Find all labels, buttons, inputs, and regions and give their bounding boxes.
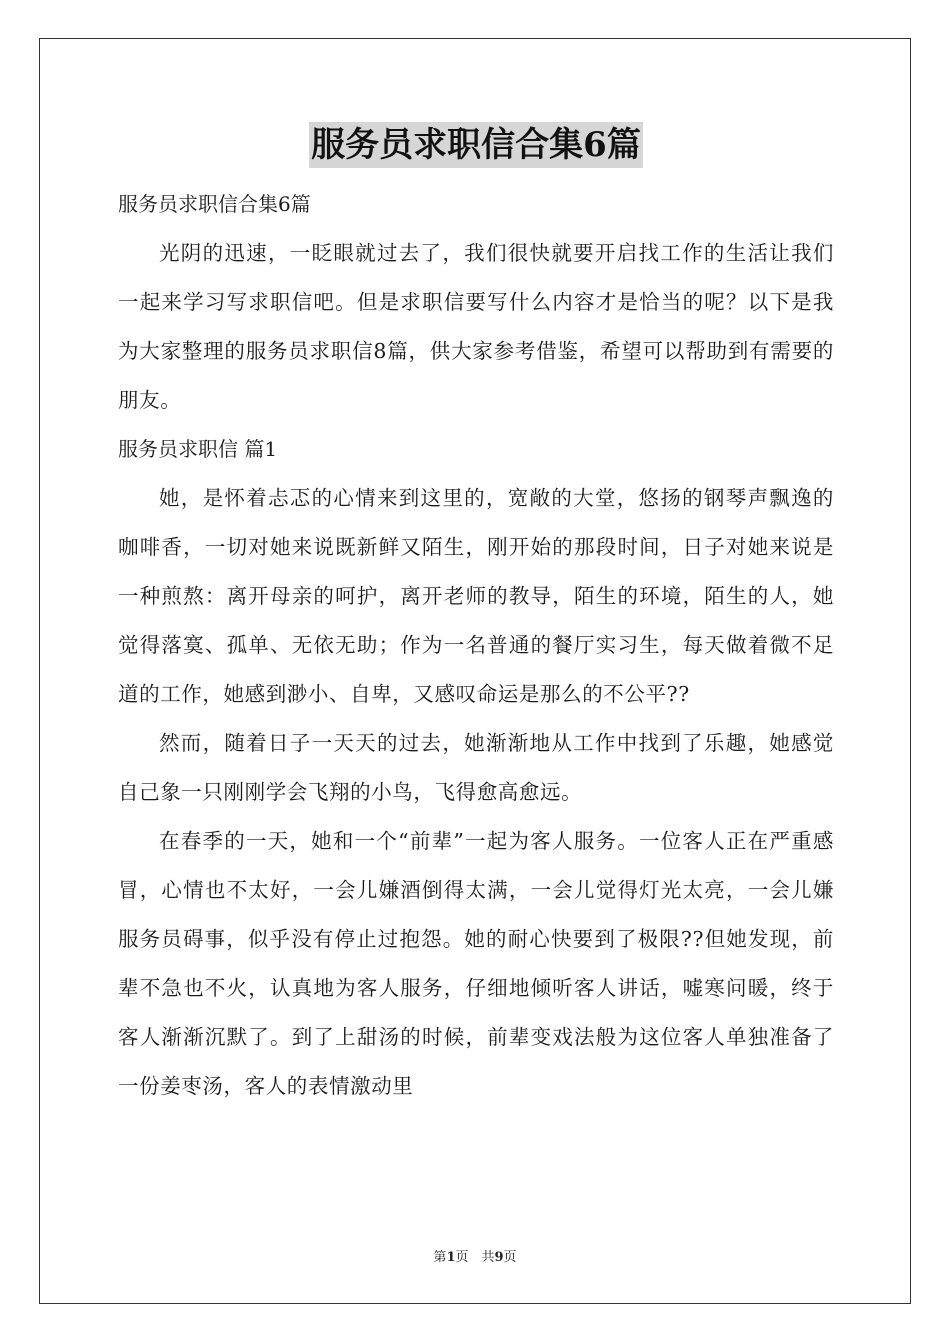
page-mid: 页 共: [455, 1250, 495, 1265]
document-subtitle: 服务员求职信合集6篇: [118, 192, 311, 216]
document-body: [118, 122, 834, 1111]
section-heading: 服务员求职信 篇1: [118, 437, 278, 461]
page-suffix: 页: [503, 1250, 517, 1265]
body-paragraph-3: 在春季的一天，她和一个“前辈”一起为客人服务。一位客人正在严重感冒，心情也不太好，一会儿嫌酒倒得太满，一会儿觉得灯光太亮，一会儿嫌服务员碍事，似乎没有停止过抱怨。她的耐心快要到了极限??但她发现，前辈不急也不火，认真地为客人服务，仔细地倾听客人讲话，嘘寒问暖，终于客人渐渐沉默了。到了上甜汤的时候，前辈变戏法般为这位客人单独准备了一份姜枣汤，客人的表情激动里: [118, 829, 834, 1098]
page-footer: [0, 1246, 950, 1265]
page-total: 9: [494, 1250, 504, 1265]
title-wrap: [118, 122, 834, 172]
page-prefix: 第: [433, 1250, 447, 1265]
page-current: 1: [446, 1250, 456, 1265]
body-paragraph-2: 然而，随着日子一天天的过去，她渐渐地从工作中找到了乐趣，她感觉自己象一只刚刚学会飞翔的小鸟，飞得愈高愈远。: [118, 731, 834, 804]
document-title: 服务员求职信合集6篇: [309, 122, 643, 168]
intro-paragraph: 光阴的迅速，一眨眼就过去了，我们很快就要开启找工作的生活让我们一起来学习写求职信吧。但是求职信要写什么内容才是恰当的呢？以下是我为大家整理的服务员求职信8篇，供大家参考借鉴，希望可以帮助到有需要的朋友。: [118, 241, 834, 412]
body-paragraph-1: 她，是怀着忐忑的心情来到这里的，宽敞的大堂，悠扬的钢琴声飘逸的咖啡香，一切对她来说既新鲜又陌生，刚开始的那段时间，日子对她来说是一种煎熬：离开母亲的呵护，离开老师的教导，陌生的环境，陌生的人，她觉得落寞、孤单、无依无助；作为一名普通的餐厅实习生，每天做着微不足道的工作，她感到渺小、自卑，又感叹命运是那么的不公平??: [118, 486, 834, 706]
